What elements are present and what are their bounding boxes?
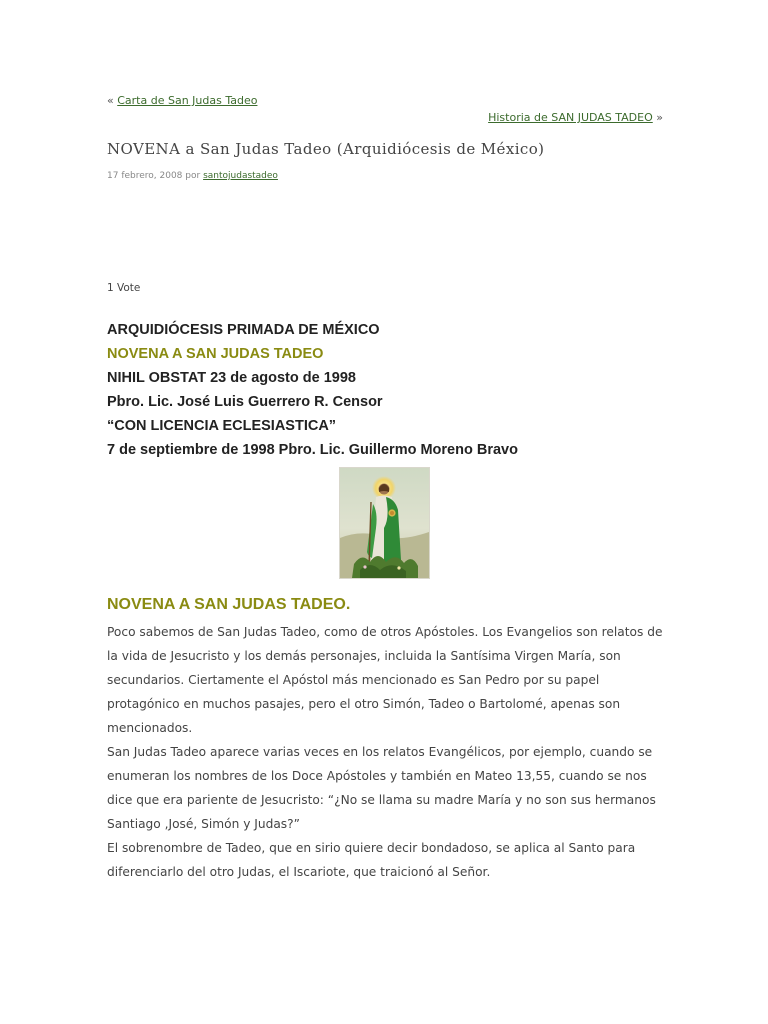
san-judas-tadeo-image[interactable] — [339, 467, 430, 579]
previous-post-link[interactable]: Carta de San Judas Tadeo — [117, 94, 258, 107]
section-heading: NOVENA A SAN JUDAS TADEO. — [107, 596, 351, 613]
paragraph: San Judas Tadeo aparece varias veces en los relatos Evangélicos, por ejemplo, cuando se enumeran los nombres de los Doce Apóstoles y también en Mateo 13,55, cuando se nos dice que era pariente de Jesucristo: “¿No se llama su madre María y no son sus hermanos Santiago ,José, Simón y Judas?” — [107, 745, 656, 831]
paragraph: Poco sabemos de San Judas Tadeo, como de otros Apóstoles. Los Evangelios son relatos de la vida de Jesucristo y los demás personajes, incluida la Santísima Virgen María, son secundarios. Ciertamente el Apóstol más mencionado es San Pedro por su papel protagónico en muchos pasajes, pero el otro Simón, Tadeo o Bartolomé, apenas son mencionados. — [107, 625, 663, 735]
header-censor: Pbro. Lic. José Luis Guerrero R. Censor — [107, 394, 383, 410]
next-post-link[interactable]: Historia de SAN JUDAS TADEO — [488, 111, 653, 124]
previous-post-nav — [107, 94, 257, 107]
header-nihil-obstat: NIHIL OBSTAT 23 de agosto de 1998 — [107, 370, 356, 386]
post-title: NOVENA a San Judas Tadeo (Arquidiócesis de México) — [107, 140, 545, 158]
header-license-date: 7 de septiembre de 1998 Pbro. Lic. Guillermo Moreno Bravo — [107, 442, 518, 458]
next-arrow: » — [656, 111, 663, 124]
document-header — [107, 318, 518, 462]
vote-count: 1 Vote — [107, 282, 141, 294]
header-novena-title: NOVENA A SAN JUDAS TADEO — [107, 346, 324, 362]
article-body — [107, 620, 663, 884]
paragraph: El sobrenombre de Tadeo, que en sirio quiere decir bondadoso, se aplica al Santo para diferenciarlo del otro Judas, el Iscariote, que traicionó al Señor. — [107, 841, 636, 879]
post-date: 17 febrero, 2008 — [107, 171, 183, 181]
post-meta — [107, 171, 278, 181]
author-link[interactable]: santojudastadeo — [203, 171, 278, 181]
prev-arrow: « — [107, 94, 114, 107]
header-archdiocese: ARQUIDIÓCESIS PRIMADA DE MÉXICO — [107, 322, 380, 338]
header-license: “CON LICENCIA ECLESIASTICA” — [107, 418, 337, 434]
next-post-nav — [488, 111, 663, 124]
saint-illustration — [340, 468, 429, 578]
post-by: por — [185, 171, 201, 181]
